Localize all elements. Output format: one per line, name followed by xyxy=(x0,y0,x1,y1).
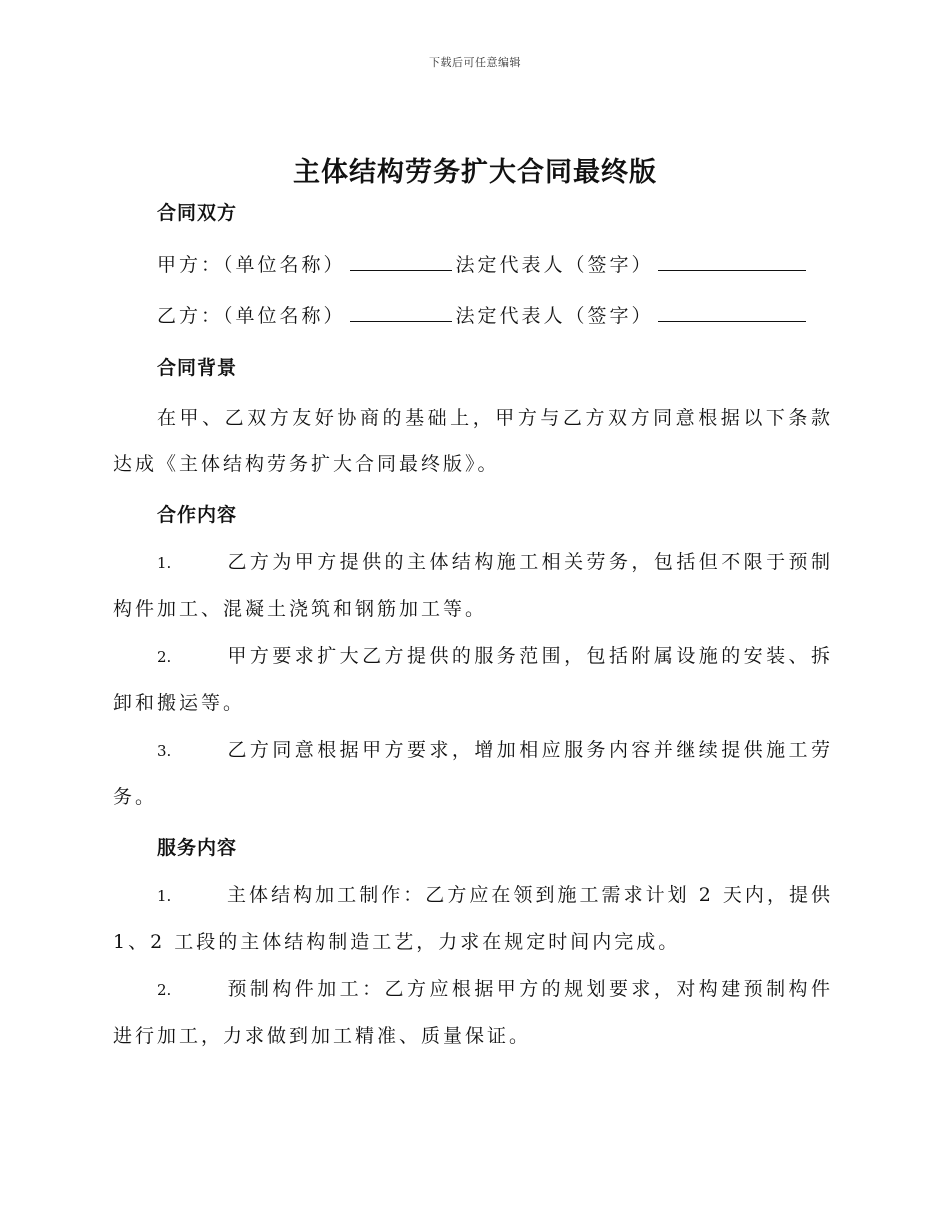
cooperation-item xyxy=(113,633,833,726)
cooperation-item-number: 3. xyxy=(157,742,172,760)
party-b-line xyxy=(157,301,810,328)
party-b-rep-label: 法定代表人（签字） xyxy=(455,305,654,327)
document-title: 主体结构劳务扩大合同最终版 xyxy=(293,157,657,188)
party-a-line xyxy=(157,250,810,277)
cooperation-item-number: 1. xyxy=(157,554,172,572)
party-b-unit-label: （单位名称） xyxy=(223,305,346,327)
party-a-label: 甲方： xyxy=(157,254,224,276)
services-item-number: 1. xyxy=(157,887,172,905)
cooperation-item-number: 2. xyxy=(157,648,172,666)
cooperation-item xyxy=(113,539,833,632)
cooperation-item-text: 甲方要求扩大乙方提供的服务范围，包括附属设施的安装、拆卸和搬运等。 xyxy=(113,645,833,714)
header-note: 下载后可任意编辑 xyxy=(429,56,521,69)
party-b-label: 乙方： xyxy=(157,305,224,327)
party-a-unit-label: （单位名称） xyxy=(223,254,346,276)
services-item xyxy=(113,872,833,965)
services-item-text: 主体结构加工制作：乙方应在领到施工需求计划 2 天内，提供 1、2 工段的主体结构制造工艺，力求在规定时间内完成。 xyxy=(113,884,833,953)
party-b-signature-blank[interactable] xyxy=(658,303,806,322)
section-heading-background: 合同背景 xyxy=(157,357,238,379)
party-a-unit-blank[interactable] xyxy=(350,252,452,271)
party-a-signature-blank[interactable] xyxy=(658,252,806,271)
party-b-unit-blank[interactable] xyxy=(350,303,452,322)
cooperation-item-text: 乙方同意根据甲方要求，增加相应服务内容并继续提供施工劳务。 xyxy=(113,739,833,808)
background-paragraph xyxy=(113,395,833,487)
party-a-rep-label: 法定代表人（签字） xyxy=(455,254,654,276)
cooperation-item xyxy=(113,727,833,820)
section-heading-services: 服务内容 xyxy=(157,837,238,859)
services-item-number: 2. xyxy=(157,981,172,999)
section-heading-parties: 合同双方 xyxy=(157,202,238,224)
cooperation-item-text: 乙方为甲方提供的主体结构施工相关劳务，包括但不限于预制构件加工、混凝土浇筑和钢筋加工等。 xyxy=(113,551,833,620)
background-text: 在甲、乙双方友好协商的基础上，甲方与乙方双方同意根据以下条款达成《主体结构劳务扩大合同最终版》。 xyxy=(113,407,833,475)
services-item xyxy=(113,966,833,1059)
section-heading-cooperation: 合作内容 xyxy=(157,504,238,526)
services-item-text: 预制构件加工：乙方应根据甲方的规划要求，对构建预制构件进行加工，力求做到加工精准、质量保证。 xyxy=(113,978,833,1047)
